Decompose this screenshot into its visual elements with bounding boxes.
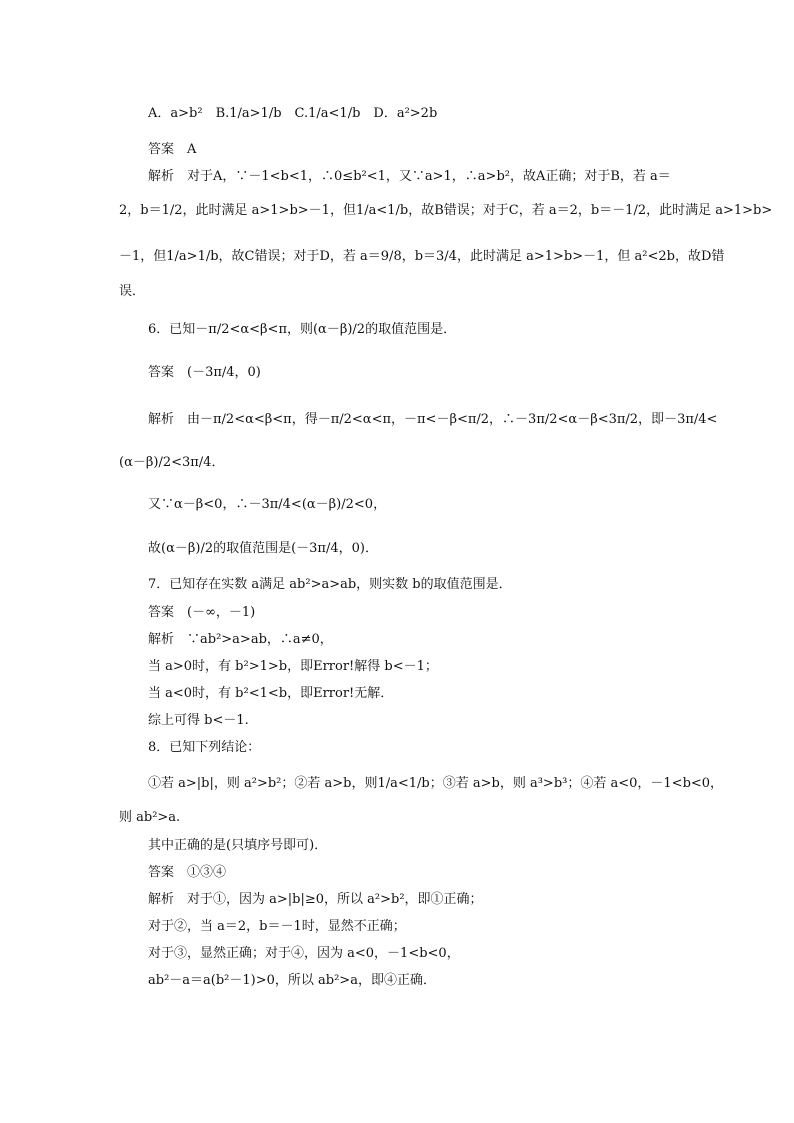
- analysis-8-line-3: 对于③，显然正确；对于④，因为 a<0，－1<b<0，: [148, 946, 460, 961]
- answer-8: 答案 ①③④: [148, 865, 227, 880]
- analysis-6-line-4: 故(α－β)/2的取值范围是(－3π/4，0)．: [148, 541, 378, 556]
- question-8-statements-2: 则 ab²>a.: [119, 810, 181, 825]
- question-8-statements-1: ①若 a>|b|，则 a²>b²；②若 a>b，则1/a<1/b；③若 a>b，则 a³>b³；④若 a<0，－1<b<0，: [148, 776, 724, 791]
- analysis-5-line-4: 误．: [119, 284, 146, 299]
- analysis-7-line-4: 综上可得 b<－1.: [148, 713, 249, 728]
- analysis-6-line-1: 解析 由－π/2<α<β<π，得－π/2<α<π，－π<－β<π/2，∴－3π/2<α－β<3π/2，即－3π/4<: [148, 412, 718, 427]
- answer-5: 答案 A: [148, 142, 197, 157]
- question-8: 8．已知下列结论：: [148, 740, 261, 755]
- question-8-prompt: 其中正确的是(只填序号即可)．: [148, 838, 328, 853]
- analysis-6-line-3: 又∵α－β<0，∴－3π/4<(α－β)/2<0，: [148, 497, 387, 512]
- analysis-7-line-2: 当 a>0时，有 b²>1>b，即Error!解得 b<－1；: [148, 659, 438, 674]
- analysis-7-line-3: 当 a<0时，有 b²<1<b，即Error!无解．: [148, 686, 394, 701]
- options-line: A．a>b² B.1/a>1/b C.1/a<1/b D．a²>2b: [148, 106, 438, 121]
- question-6: 6．已知－π/2<α<β<π，则(α－β)/2的取值范围是．: [148, 322, 457, 337]
- analysis-8-line-4: ab²－a＝a(b²－1)>0，所以 ab²>a，即④正确．: [148, 973, 436, 988]
- analysis-5-line-3: －1，但1/a>1/b，故C错误；对于D，若 a＝9/8，b＝3/4，此时满足 a>1>b>－1，但 a²<2b，故D错: [119, 249, 725, 264]
- answer-6: 答案 (－3π/4，0): [148, 365, 261, 380]
- answer-7: 答案 (－∞，－1): [148, 605, 256, 620]
- analysis-6-line-2: (α－β)/2<3π/4．: [119, 455, 225, 470]
- question-7: 7．已知存在实数 a满足 ab²>a>ab，则实数 b的取值范围是．: [148, 577, 512, 592]
- analysis-8-line-1: 解析 对于①，因为 a>|b|≥0，所以 a²>b²，即①正确；: [148, 892, 483, 907]
- analysis-5-line-1: 解析 对于A，∵－1<b<1，∴0≤b²<1，又∵a>1，∴a>b²，故A正确；对于B，若 a＝: [148, 169, 671, 184]
- analysis-7-line-1: 解析 ∵ab²>a>ab，∴a≠0，: [148, 632, 333, 647]
- analysis-8-line-2: 对于②，当 a＝2，b＝－1时，显然不正确；: [148, 919, 406, 934]
- analysis-5-line-2: 2，b＝1/2，此时满足 a>1>b>－1，但1/a<1/b，故B错误；对于C，若 a＝2，b＝－1/2，此时满足 a>1>b>: [119, 203, 773, 218]
